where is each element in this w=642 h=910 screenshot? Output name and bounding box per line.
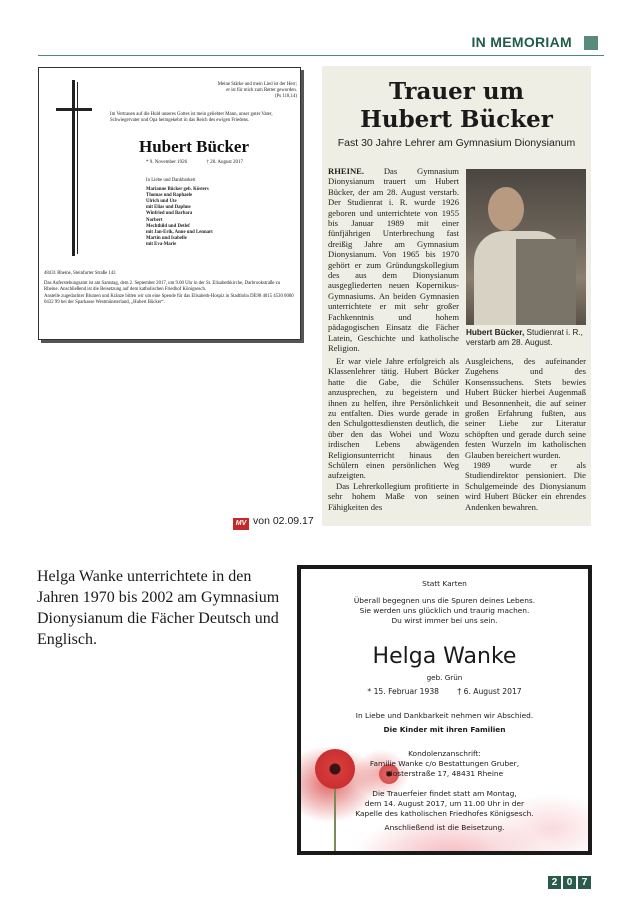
verse-line: Sie werden uns glücklich und traurig machen. [359,606,530,615]
notice-intro: Im Vertrauen auf die Huld unseres Gottes ist mein geliebter Mann, unser guter Vater, Schwiegervater und Opa heimgekehrt in das Reich des ewigen Friedens. [110,112,273,124]
article-paragraph: Ausgleichens, des aufeinander Zugehens und des Konsenssuchens. Stets bewies Hubert Bücker hierbei Augenmaß und Besonnenheit, die auf seiner großen Erfahrung fußten, aus seiner Liebe zur Literatur schöpften und gerade durch seine festen Wurzeln im katholischen Glauben bereichert wurden. [465,356,586,460]
hubert-death-notice [38,67,301,340]
article-column-1-bottom [328,356,459,512]
article-title [322,78,591,134]
source-date: von 02.09.17 [253,515,314,527]
verse-line: Überall begegnen uns die Spuren deines Lebens. [353,596,536,605]
funeral-line: Die Trauerfeier findet statt am Montag, [372,789,517,798]
mourning-intro: In Liebe und Dankbarkeit [146,178,196,183]
caption-text: Studienrat i. R., verstarb am 28. August. [466,328,583,347]
article-source [233,515,314,530]
funeral-text: Das Auferstehungsamt ist am Samstag, dem 2. September 2017, um 9.00 Uhr in der St. Elisabethkirche, Darbrookstraße zu Rheine. Anschließend ist die Beisetzung auf dem katholischen Friedhof Königsesch. [44,281,281,293]
article-paragraph: Das Lehrerkollegium profitierte in sehr hohem Maße von seinen Fähigkeiten des [328,480,459,512]
notice-header: Statt Karten [422,579,467,588]
verse-line: Meine Stärke und mein Lied ist der Herr; [217,82,297,87]
mourner: Martin und Isabelle [146,235,187,241]
newspaper-article [322,66,591,526]
verse-line: er ist für mich zum Retter geworden. [226,88,297,94]
donation-text: Anstelle zugedachter Blumen und Kränze bitten wir um eine Spende für das Elisabeth-Hospiz in Stadtlohn DE98 4015 4530 0000 0432 99 bei der Sparkasse Westmünsterland, „Hubert Bücker“. [44,294,294,306]
cross-bar [56,108,92,111]
verse-line: Du wirst immer bei uns sein. [391,616,498,625]
article-column-1-top [328,166,459,353]
mv-logo: MV [233,518,249,530]
notice-verse [179,82,297,100]
verse-reference: (Ps 118,14) [275,94,297,100]
mourner: Marianne Bücker geb. Kösters [146,187,209,193]
family-text: Die Kinder mit ihren Familien [383,725,506,734]
title-line: Trauer um [388,78,524,105]
mourner: Norbert [146,217,163,223]
mourner: Ulrich und Ute [146,199,177,205]
mourner: mit Eva-Marie [146,241,177,247]
mourner: mit Elias und Daphne [146,205,191,211]
funeral-line: Kapelle des katholischen Friedhofes Königsesch. [355,809,534,818]
portrait-photo [466,169,586,325]
article-paragraph: Das Gymnasium Dionysianum trauert um Hubert Bücker, der am 28. August verstarb. Der Studienrat i. R. wurde 1926 geboren und unterrichtete von 1955 bis Januar 1989 mit einer fünfjährigen Unterbrechung fast dreißig Jahre am Gymnasium Dionysianum. Von 1965 bis 1970 gehört er zum Gründungskollegium des aus dem Dionysianum ausgegliederten neuen Kopernikus-Gymnasiums. An beiden Gymnasien unterrichtete er mit sehr großer Fachkenntnis und hohem pädagogischen Einsatz die Fächer Latein, Geschichte und katholische Religion. [328,166,459,353]
section-title: IN MEMORIAM [471,34,572,50]
birth-date: * 9. November 1926 [146,160,188,165]
mourners-list [146,178,296,248]
article-paragraph: 1989 wurde er als Studiendirektor pensioniert. Die Schulgemeinde des Dionysianum wird Hubert Bücker ein ehrendes Andenken bewahren. [465,460,586,512]
birth-date: * 15. Februar 1938 [367,687,439,696]
mourner: Thomas und Raphaele [146,193,193,199]
article-column-2 [465,356,586,512]
helga-description: Helga Wanke unterrichtete in den Jahren 1970 bis 2002 am Gymnasium Dionysianum die Fächer Deutsch und Englisch. [37,568,280,648]
death-date: † 6. August 2017 [457,687,522,696]
dateline: RHEINE. [328,166,365,176]
page-digit: 7 [578,876,591,889]
life-dates [301,687,588,696]
page-digit: 2 [548,876,561,889]
article-subtitle: Fast 30 Jahre Lehrer am Gymnasium Dionysianum [337,137,576,149]
farewell-text: In Liebe und Dankbarkeit nehmen wir Abschied. [355,711,534,720]
deceased-name: Hubert Bücker [139,137,250,156]
mourner: Winfried und Barbara [146,211,193,217]
funeral-line: dem 14. August 2017, um 11.00 Uhr in der [364,799,525,808]
article-paragraph: Er war viele Jahre erfolgreich als Klassenlehrer tätig. Hubert Bücker hatte die Gabe, die Schüler anzusprechen, zu begeistern und ihnen zu helfen, ihre Persönlichkeit zu entfalten. Dies wurde gerade in den Schulgottesdiensten deutlich, die über den das Wohei und Wozu irdischen Lebens abwägenden Religionsunterricht hinaus den Schülern einen persönlichen Weg aufzeigten. [328,356,459,481]
notice-address: 48431 Rheine, Steinfurter Straße 143 [44,271,116,276]
page-number [548,876,591,889]
contact-label: Kondolenzanschrift: [408,749,481,758]
contact-line: Familie Wanke c/o Bestattungen Gruber, [369,759,520,768]
header-square-icon [584,36,598,50]
mourner: mit Jan-Erik, Anne und Lennart [146,229,213,235]
contact-line: Klosterstraße 17, 48431 Rheine [385,769,504,778]
funeral-line: Anschließend ist die Beisetzung. [384,823,505,832]
birth-name: geb. Grün [426,673,463,682]
helga-death-notice [297,565,592,855]
page-digit: 0 [563,876,576,889]
caption-name: Hubert Bücker, [466,328,525,337]
funeral-info [44,281,294,307]
title-line: Hubert Bücker [360,106,553,133]
life-dates [146,160,296,166]
death-date: † 28. August 2017 [206,160,244,165]
section-header [38,32,604,56]
cross-icon [72,80,75,256]
mourner: Mechthild und Detlef [146,223,190,229]
photo-caption [466,328,588,348]
deceased-name: Helga Wanke [372,644,517,669]
